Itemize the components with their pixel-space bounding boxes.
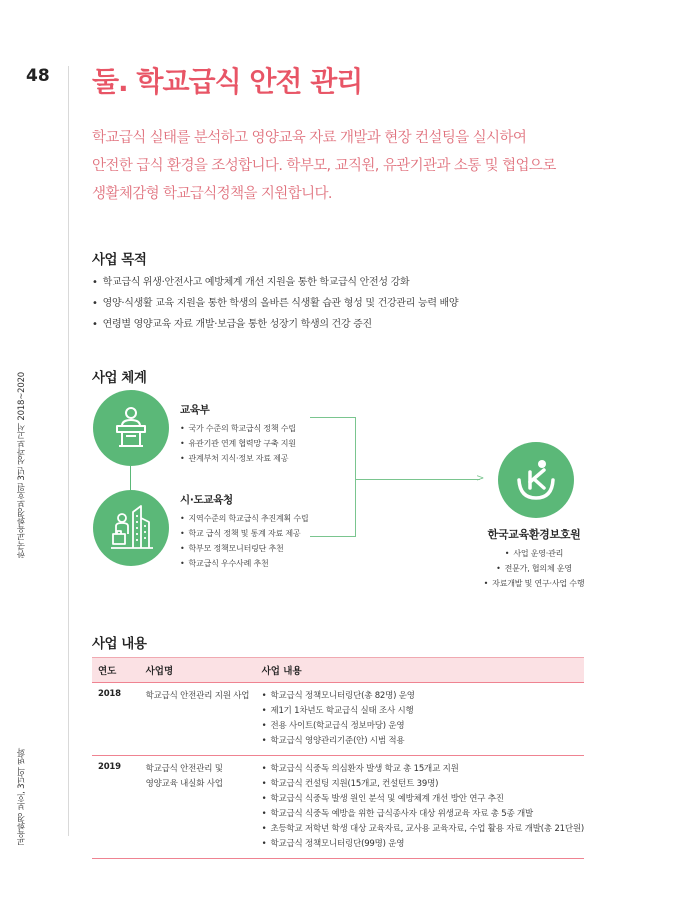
margin-divider (68, 66, 69, 836)
org-role: • 학교 급식 정책 및 통계 자료 제공 (180, 526, 308, 541)
column-header: 연도 (92, 658, 140, 683)
table-row (92, 756, 584, 859)
table-header-row (92, 658, 584, 683)
org-role: • 학교급식 우수사례 추천 (180, 556, 308, 571)
org-role: • 국가 수준의 학교급식 정책 수립 (180, 421, 296, 436)
intro-line: 안전한 급식 환경을 조성합니다. 학부모, 교직원, 유관기관과 소통 및 협업으로 (92, 158, 556, 174)
intro-line: 생활체감형 학교급식정책을 지원합니다. (92, 186, 332, 202)
org-name: 교육부 (180, 404, 210, 416)
detail-item: • 학교급식 식중독 발생 원인 분석 및 예방체계 개선 방안 연구 추진 (262, 792, 584, 807)
system-heading: 사업 체계 (92, 370, 147, 386)
detail-item: • 초등학교 저학년 학생 대상 교육자료, 교사용 교육자료, 수업 활용 자료 개발(총 21단원) (262, 822, 584, 837)
kedi-logo-icon (498, 442, 574, 518)
project-line: 영양교육 내실화 사업 (145, 779, 223, 789)
detail-item: • 학교급식 식중독 예방을 위한 급식종사자 대상 위생교육 자료 총 5종 개발 (262, 807, 584, 822)
agency-circle (498, 442, 574, 518)
intro-paragraph (92, 124, 652, 208)
page-number: 48 (26, 66, 50, 86)
detail-item: • 학교급식 식중독 의심환자 발생 학교 총 15개교 지원 (262, 762, 584, 777)
org-name: 한국교육환경보호원 (487, 528, 581, 541)
project-line: 학교급식 안전관리 지원 사업 (145, 691, 250, 701)
side-caption-report: 한국교육환경보호원 3년 성과보고서 2018~2020 (17, 372, 27, 558)
purpose-list (92, 272, 458, 335)
bracket-line (355, 417, 356, 537)
side-caption-section: 교육환경 보호, 3년의 변화 (17, 748, 27, 847)
arrow-line (356, 479, 480, 480)
column-header: 사업 내용 (256, 658, 584, 683)
org-office (180, 492, 308, 571)
arrow-right-icon: > (476, 473, 485, 484)
project-cell (140, 756, 256, 859)
table-row (92, 683, 584, 756)
org-role: • 자료개발 및 연구·사업 수행 (464, 576, 604, 591)
content-table (92, 657, 584, 859)
detail-item: • 전용 사이트(학교급식 정보마당) 운영 (262, 719, 584, 734)
year-cell: 2019 (92, 756, 140, 859)
bracket-line (310, 417, 356, 418)
intro-line: 학교급식 실태를 분석하고 영양교육 자료 개발과 현장 컨설팅을 실시하여 (92, 130, 527, 146)
org-role: • 유관기관 연계 협력망 구축 지원 (180, 436, 296, 451)
page-title: 둘. 학교급식 안전 관리 (92, 65, 363, 98)
purpose-heading: 사업 목적 (92, 252, 147, 268)
purpose-item: • 학교급식 위생·안전사고 예방체계 개선 지원을 통한 학교급식 안전성 강화 (92, 272, 458, 293)
year-cell: 2018 (92, 683, 140, 756)
org-ministry (180, 402, 296, 466)
podium-icon (93, 390, 169, 466)
org-role: • 전문가, 협의체 운영 (464, 561, 604, 576)
org-role: • 지역수준의 학교급식 추진계획 수립 (180, 511, 308, 526)
project-line: 학교급식 안전관리 및 (145, 764, 223, 774)
city-buildings-icon (93, 490, 169, 566)
detail-item: • 학교급식 컨설팅 지원(15개교, 컨설턴트 39명) (262, 777, 584, 792)
detail-item: • 학교급식 정책모니터링단(총 82명) 운영 (262, 689, 584, 704)
org-role: • 학부모 정책모니터링단 추천 (180, 541, 308, 556)
detail-item: • 학교급식 영양관리기준(안) 시범 적용 (262, 734, 584, 749)
office-circle (93, 490, 169, 566)
column-header: 사업명 (140, 658, 256, 683)
purpose-item: • 연령별 영양교육 자료 개발·보급을 통한 성장기 학생의 건강 증진 (92, 314, 458, 335)
org-role: • 관계부처 지식·정보 자료 제공 (180, 451, 296, 466)
org-name: 시·도교육청 (180, 494, 233, 506)
org-role: • 사업 운영·관리 (464, 546, 604, 561)
content-heading: 사업 내용 (92, 636, 147, 652)
org-agency (464, 526, 604, 591)
details-cell (256, 756, 584, 859)
project-cell (140, 683, 256, 756)
purpose-item: • 영양·식생활 교육 지원을 통한 학생의 올바른 식생활 습관 형성 및 건강관리 능력 배양 (92, 293, 458, 314)
details-cell (256, 683, 584, 756)
detail-item: • 학교급식 정책모니터링단(99명) 운영 (262, 837, 584, 852)
ministry-circle (93, 390, 169, 466)
detail-item: • 제1기 1차년도 학교급식 실태 조사 시행 (262, 704, 584, 719)
bracket-line (310, 536, 356, 537)
connector-line (130, 466, 131, 490)
